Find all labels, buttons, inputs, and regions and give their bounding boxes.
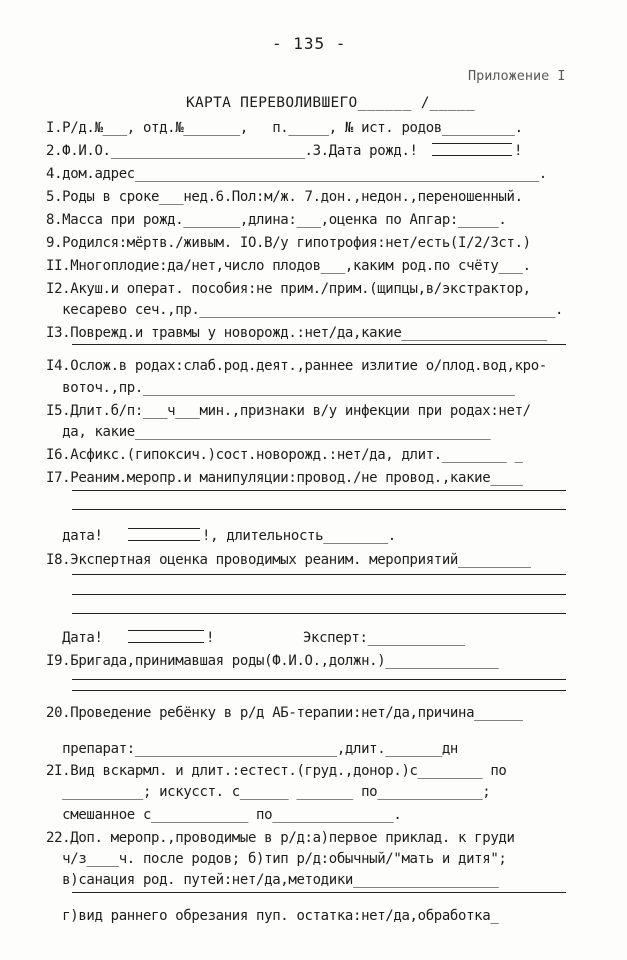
field-line-5: 5.Роды в сроке___нед.6.Пол:м/ж. 7.дон.,недон.,переношенный.	[46, 189, 523, 205]
field-line-15: I5.Длит.б/п:___ч___мин.,признаки в/у инфекции при родах:нет/	[46, 403, 531, 419]
blank-line	[72, 892, 566, 893]
field-line-17-date: дата!	[46, 528, 103, 544]
blank-line	[72, 594, 566, 595]
blank-line	[72, 679, 566, 680]
page-number: - 135 -	[272, 34, 347, 53]
field-line-1: I.Р/д.№___, отд.№_______, п._____, № ист. родов_________.	[46, 120, 523, 136]
field-line-21-mixed: смешанное с____________ по_______________.	[46, 807, 402, 823]
birth-date-box	[432, 143, 512, 156]
field-line-11: II.Многоплодие:да/нет,число плодов___,каким род.по счёту___.	[46, 258, 531, 274]
form-title: КАРТА ПЕРЕВОЛИВШЕГО______ /_____	[186, 95, 475, 111]
field-line-8: 8.Масса при рожд._______,длина:___,оценка по Апгар:_____.	[46, 212, 507, 228]
field-line-22: 22.Доп. меропр.,проводимые в р/д:а)первое приклад. к груди	[46, 830, 515, 846]
field-line-18: I8.Экспертная оценка проводимых реаним. мероприятий_________	[46, 552, 531, 568]
blank-line	[72, 613, 566, 614]
field-line-18-date: Дата!	[46, 630, 103, 646]
field-line-14-cont: воточ.,пр.______________________________________________	[46, 380, 515, 396]
field-line-17-duration: !, длительность________.	[202, 528, 396, 544]
field-line-22-b: ч/з____ч. после родов; б)тип р/д:обычный/"мать и дитя";	[46, 851, 507, 867]
blank-line	[72, 574, 566, 575]
field-line-20-drug: препарат:_________________________,длит._______дн	[46, 741, 459, 757]
blank-line	[72, 509, 566, 510]
field-line-17: I7.Реаним.меропр.и манипуляции:провод./не провод.,какие____	[46, 470, 523, 486]
field-line-22-c: в)санация род. путей:нет/да,методики__________________	[46, 872, 499, 888]
field-line-22-d: г)вид раннего обрезания пуп. остатка:нет/да,обработка_	[46, 908, 499, 924]
field-line-21-artificial: __________; искусст. с______ _______ по_____________;	[46, 784, 491, 800]
birth-date-close: !	[514, 143, 523, 159]
field-line-21: 2I.Вид вскармл. и длит.:естест.(груд.,донор.)с________ по	[46, 763, 507, 779]
field-line-12: I2.Акуш.и операт. пособия:не прим./прим.(щипцы,в/экстрактор,	[46, 281, 531, 297]
field-line-14: I4.Ослож.в родах:слаб.род.деят.,раннее излитие о/плод.вод,кро-	[46, 358, 547, 374]
appendix-label: Приложение I	[468, 68, 566, 84]
blank-line	[72, 490, 566, 491]
field-line-2: 2.Ф.И.О.________________________.3.Дата рожд.!	[46, 143, 418, 159]
field-line-16: I6.Асфикс.(гипоксич.)сост.новорожд.:нет/да, длит.________ _	[46, 447, 523, 463]
field-line-18-expert: ! Эксперт:____________	[206, 630, 465, 646]
field-line-4: 4.дом.адрес__________________________________________________.	[46, 166, 547, 182]
field-line-20: 20.Проведение ребёнку в р/д АБ-терапии:нет/да,причина______	[46, 705, 523, 721]
field-line-9: 9.Родился:мёртв./живым. IO.В/у гипотрофия:нет/есть(I/2/3ст.)	[46, 235, 531, 251]
field-line-13: I3.Поврежд.и травмы у новорожд.:нет/да,какие__________________	[46, 325, 547, 341]
reanim-date-box	[128, 528, 200, 541]
expert-date-box	[128, 630, 204, 643]
field-line-19: I9.Бригада,принимавшая роды(Ф.И.О.,должн.)______________	[46, 653, 499, 669]
blank-line	[72, 344, 566, 345]
field-line-12-cont: кесарево сеч.,пр.____________________________________________.	[46, 302, 564, 318]
field-line-15-cont: да, какие____________________________________________	[46, 424, 491, 440]
blank-line	[72, 690, 566, 691]
